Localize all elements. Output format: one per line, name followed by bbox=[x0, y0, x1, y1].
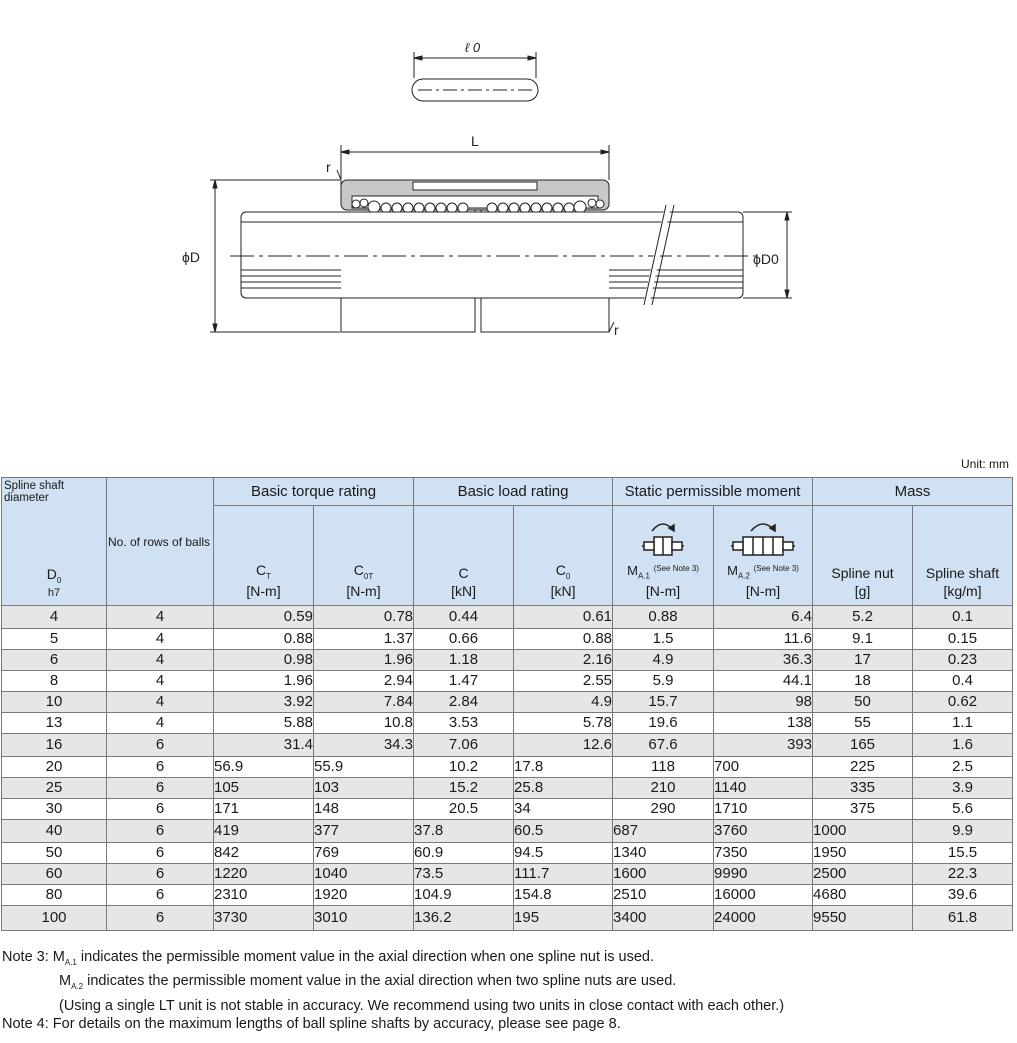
table-cell: 104.9 bbox=[414, 885, 514, 906]
table-cell: 154.8 bbox=[514, 885, 613, 906]
table-cell: 6 bbox=[107, 864, 214, 885]
length-label: L bbox=[471, 133, 479, 149]
key-part bbox=[412, 52, 538, 101]
table-cell: 138 bbox=[714, 713, 813, 734]
table-cell: 15.7 bbox=[613, 692, 714, 713]
table-cell: 37.8 bbox=[414, 820, 514, 843]
table-cell: 61.8 bbox=[913, 906, 1013, 931]
table-cell: 2.94 bbox=[314, 671, 414, 692]
table-cell: 0.78 bbox=[314, 606, 414, 629]
table-cell: 105 bbox=[214, 778, 314, 799]
table-cell: 56.9 bbox=[214, 757, 314, 778]
table-row bbox=[2, 820, 1013, 843]
table-cell: 7.06 bbox=[414, 734, 514, 757]
note-3b: $M_{A.2}$ indicates the permissible moment value in the axial direction when two spline nuts are used. bbox=[59, 973, 677, 992]
table-cell: 94.5 bbox=[514, 843, 613, 864]
table-cell: 10.2 bbox=[414, 757, 514, 778]
radius-top-label: r bbox=[326, 159, 331, 175]
header-shaft-diameter: Spline shaft diameter bbox=[2, 478, 107, 506]
table-cell: 0.15 bbox=[913, 629, 1013, 650]
table-cell: 4 bbox=[107, 650, 214, 671]
table-row bbox=[2, 734, 1013, 757]
table-cell: 687 bbox=[613, 820, 714, 843]
table-cell: 419 bbox=[214, 820, 314, 843]
table-cell: 1000 bbox=[813, 820, 913, 843]
table-cell: 60.5 bbox=[514, 820, 613, 843]
note-3: Note 3: $M_{A.1}$ indicates the permissible moment value in the axial direction when one spline nut is used. bbox=[2, 949, 654, 967]
table-cell: 9.1 bbox=[813, 629, 913, 650]
spec-table bbox=[1, 477, 1013, 931]
table-cell: 60.9 bbox=[414, 843, 514, 864]
table-cell: 3730 bbox=[214, 906, 314, 931]
table-cell: 5 bbox=[2, 629, 107, 650]
table-cell: 100 bbox=[2, 906, 107, 931]
note-3c: (Using a single LT unit is not stable in accuracy. We recommend using two units in close contact with each other.) bbox=[59, 997, 785, 1014]
table-row bbox=[2, 906, 1013, 931]
table-cell: 73.5 bbox=[414, 864, 514, 885]
table-cell: 6 bbox=[107, 906, 214, 931]
table-cell: 6 bbox=[107, 778, 214, 799]
table-cell: 15.2 bbox=[414, 778, 514, 799]
table-cell: 6 bbox=[107, 757, 214, 778]
table-cell: 6.4 bbox=[714, 606, 813, 629]
table-cell: 20 bbox=[2, 757, 107, 778]
table-cell: 5.9 bbox=[613, 671, 714, 692]
table-cell: 1710 bbox=[714, 799, 813, 820]
table-cell: 0.44 bbox=[414, 606, 514, 629]
table-cell: 1.47 bbox=[414, 671, 514, 692]
table-cell: 6 bbox=[107, 820, 214, 843]
table-cell: 6 bbox=[2, 650, 107, 671]
unit-label: Unit: mm bbox=[961, 457, 1009, 471]
table-row bbox=[2, 757, 1013, 778]
table-cell: 0.4 bbox=[913, 671, 1013, 692]
table-cell: 6 bbox=[107, 734, 214, 757]
table-cell: 30 bbox=[2, 799, 107, 820]
table-cell: 13 bbox=[2, 713, 107, 734]
table-cell: 6 bbox=[107, 799, 214, 820]
table-cell: 2310 bbox=[214, 885, 314, 906]
double-nut-moment-icon bbox=[727, 519, 799, 559]
table-cell: 25 bbox=[2, 778, 107, 799]
table-row bbox=[2, 713, 1013, 734]
header-moment-group: Static permissible moment bbox=[613, 478, 813, 506]
table-cell: 5.6 bbox=[913, 799, 1013, 820]
table-cell: 18 bbox=[813, 671, 913, 692]
table-cell: 1.96 bbox=[214, 671, 314, 692]
table-cell: 44.1 bbox=[714, 671, 813, 692]
table-cell: 700 bbox=[714, 757, 813, 778]
table-cell: 377 bbox=[314, 820, 414, 843]
table-cell: 39.6 bbox=[913, 885, 1013, 906]
table-cell: 4680 bbox=[813, 885, 913, 906]
table-cell: 171 bbox=[214, 799, 314, 820]
table-cell: 148 bbox=[314, 799, 414, 820]
table-cell: 2.55 bbox=[514, 671, 613, 692]
table-cell: 842 bbox=[214, 843, 314, 864]
table-cell: 5.88 bbox=[214, 713, 314, 734]
table-cell: 19.6 bbox=[613, 713, 714, 734]
table-cell: 4.9 bbox=[514, 692, 613, 713]
single-nut-moment-icon bbox=[638, 519, 688, 559]
table-cell: 210 bbox=[613, 778, 714, 799]
table-cell: 2.16 bbox=[514, 650, 613, 671]
table-cell: 6 bbox=[107, 843, 214, 864]
table-cell: 3.92 bbox=[214, 692, 314, 713]
table-cell: 0.66 bbox=[414, 629, 514, 650]
table-cell: 3760 bbox=[714, 820, 813, 843]
table-cell: 80 bbox=[2, 885, 107, 906]
table-cell: 769 bbox=[314, 843, 414, 864]
table-row bbox=[2, 885, 1013, 906]
table-cell: 3.9 bbox=[913, 778, 1013, 799]
table-row bbox=[2, 778, 1013, 799]
note-4: Note 4: For details on the maximum lengths of ball spline shafts by accuracy, please see page 8. bbox=[2, 1016, 621, 1033]
table-row bbox=[2, 799, 1013, 820]
radius-bottom-label: r bbox=[614, 322, 619, 338]
header-spline-nut: Spline nut [g] bbox=[813, 506, 913, 606]
table-cell: 10.8 bbox=[314, 713, 414, 734]
table-row bbox=[2, 650, 1013, 671]
table-cell: 290 bbox=[613, 799, 714, 820]
header-cot: $C_{0T}$ [N-m] bbox=[314, 506, 414, 606]
table-cell: 1600 bbox=[613, 864, 714, 885]
table-cell: 6 bbox=[107, 885, 214, 906]
table-cell: 34.3 bbox=[314, 734, 414, 757]
table-cell: 17.8 bbox=[514, 757, 613, 778]
shaft-diameter-label: ϕD0 bbox=[753, 251, 779, 267]
table-cell: 3.53 bbox=[414, 713, 514, 734]
table-cell: 0.61 bbox=[514, 606, 613, 629]
table-cell: 0.62 bbox=[913, 692, 1013, 713]
table-row bbox=[2, 692, 1013, 713]
table-cell: 10 bbox=[2, 692, 107, 713]
table-cell: 1.37 bbox=[314, 629, 414, 650]
table-cell: 16 bbox=[2, 734, 107, 757]
ball-spline-drawing bbox=[0, 0, 1017, 440]
table-cell: 1040 bbox=[314, 864, 414, 885]
spline-shaft bbox=[230, 205, 760, 305]
table-cell: 0.88 bbox=[613, 606, 714, 629]
table-cell: 16000 bbox=[714, 885, 813, 906]
header-ct: $C_T$ [N-m] bbox=[214, 506, 314, 606]
table-cell: 98 bbox=[714, 692, 813, 713]
table-cell: 195 bbox=[514, 906, 613, 931]
table-cell: 5.78 bbox=[514, 713, 613, 734]
table-cell: 25.8 bbox=[514, 778, 613, 799]
header-rows-of-balls: No. of rows of balls bbox=[107, 478, 214, 606]
table-cell: 8 bbox=[2, 671, 107, 692]
table-cell: 4 bbox=[107, 713, 214, 734]
table-cell: 55.9 bbox=[314, 757, 414, 778]
table-cell: 1.1 bbox=[913, 713, 1013, 734]
header-mass-group: Mass bbox=[813, 478, 1013, 506]
table-cell: 136.2 bbox=[414, 906, 514, 931]
table-cell: 1220 bbox=[214, 864, 314, 885]
table-cell: 335 bbox=[813, 778, 913, 799]
table-cell: 0.59 bbox=[214, 606, 314, 629]
header-ma2: $M_{A.2}$ $^{(See Note 3)}$ [N-m] bbox=[714, 506, 813, 606]
table-cell: 40 bbox=[2, 820, 107, 843]
header-torque-group: Basic torque rating bbox=[214, 478, 414, 506]
header-c0: $C_0$ [kN] bbox=[514, 506, 613, 606]
table-cell: 2500 bbox=[813, 864, 913, 885]
table-cell: 4 bbox=[107, 606, 214, 629]
table-cell: 0.88 bbox=[214, 629, 314, 650]
header-d0: $D_0$ h7 bbox=[2, 506, 107, 606]
l0-label: ℓ 0 bbox=[465, 40, 481, 55]
table-cell: 2510 bbox=[613, 885, 714, 906]
table-cell: 111.7 bbox=[514, 864, 613, 885]
table-cell: 1.6 bbox=[913, 734, 1013, 757]
table-cell: 50 bbox=[2, 843, 107, 864]
table-cell: 9990 bbox=[714, 864, 813, 885]
table-cell: 4 bbox=[107, 671, 214, 692]
table-cell: 36.3 bbox=[714, 650, 813, 671]
header-c: C [kN] bbox=[414, 506, 514, 606]
table-cell: 4 bbox=[107, 629, 214, 650]
table-row bbox=[2, 864, 1013, 885]
table-cell: 165 bbox=[813, 734, 913, 757]
table-cell: 0.98 bbox=[214, 650, 314, 671]
table-cell: 4 bbox=[2, 606, 107, 629]
table-cell: 0.88 bbox=[514, 629, 613, 650]
table-cell: 9.9 bbox=[913, 820, 1013, 843]
table-cell: 4 bbox=[107, 692, 214, 713]
table-row bbox=[2, 629, 1013, 650]
table-cell: 24000 bbox=[714, 906, 813, 931]
table-cell: 12.6 bbox=[514, 734, 613, 757]
table-cell: 7.84 bbox=[314, 692, 414, 713]
header-spline-shaft: Spline shaft [kg/m] bbox=[913, 506, 1013, 606]
table-cell: 17 bbox=[813, 650, 913, 671]
table-cell: 7350 bbox=[714, 843, 813, 864]
table-cell: 1.96 bbox=[314, 650, 414, 671]
table-cell: 2.5 bbox=[913, 757, 1013, 778]
table-cell: 1920 bbox=[314, 885, 414, 906]
table-cell: 375 bbox=[813, 799, 913, 820]
table-cell: 393 bbox=[714, 734, 813, 757]
table-cell: 1.5 bbox=[613, 629, 714, 650]
header-load-group: Basic load rating bbox=[414, 478, 613, 506]
table-cell: 0.1 bbox=[913, 606, 1013, 629]
table-row bbox=[2, 606, 1013, 629]
table-cell: 22.3 bbox=[913, 864, 1013, 885]
table-cell: 1340 bbox=[613, 843, 714, 864]
table-cell: 67.6 bbox=[613, 734, 714, 757]
table-cell: 3010 bbox=[314, 906, 414, 931]
table-cell: 4.9 bbox=[613, 650, 714, 671]
notes bbox=[2, 948, 784, 1034]
table-cell: 11.6 bbox=[714, 629, 813, 650]
table-cell: 34 bbox=[514, 799, 613, 820]
table-cell: 1950 bbox=[813, 843, 913, 864]
outer-diameter-label: ϕD bbox=[182, 249, 200, 265]
table-row bbox=[2, 671, 1013, 692]
table-cell: 31.4 bbox=[214, 734, 314, 757]
table-cell: 1140 bbox=[714, 778, 813, 799]
table-cell: 3400 bbox=[613, 906, 714, 931]
table-cell: 60 bbox=[2, 864, 107, 885]
header-ma1: $M_{A.1}$ $^{(See Note 3)}$ [N-m] bbox=[613, 506, 714, 606]
table-cell: 0.23 bbox=[913, 650, 1013, 671]
table-cell: 118 bbox=[613, 757, 714, 778]
table-cell: 103 bbox=[314, 778, 414, 799]
table-cell: 5.2 bbox=[813, 606, 913, 629]
table-cell: 1.18 bbox=[414, 650, 514, 671]
spec-table-body bbox=[2, 606, 1013, 931]
table-cell: 15.5 bbox=[913, 843, 1013, 864]
table-cell: 20.5 bbox=[414, 799, 514, 820]
table-cell: 55 bbox=[813, 713, 913, 734]
table-cell: 50 bbox=[813, 692, 913, 713]
table-cell: 225 bbox=[813, 757, 913, 778]
table-row bbox=[2, 843, 1013, 864]
table-cell: 2.84 bbox=[414, 692, 514, 713]
table-cell: 9550 bbox=[813, 906, 913, 931]
